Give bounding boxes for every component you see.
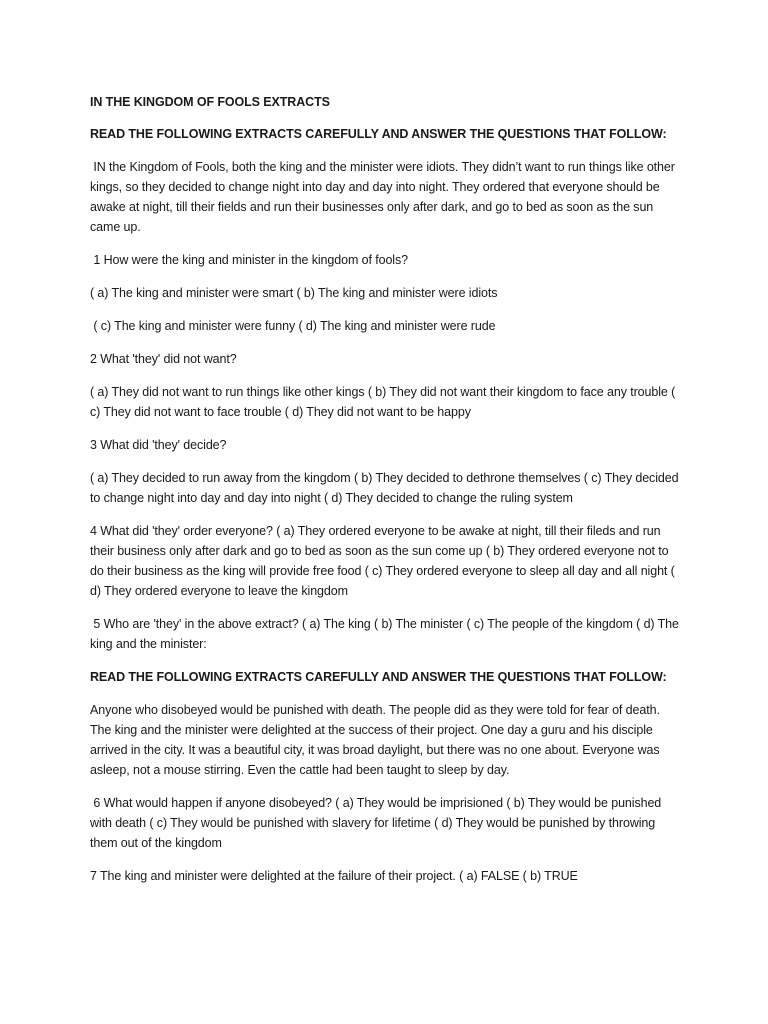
instructions-heading-1: READ THE FOLLOWING EXTRACTS CAREFULLY AND ANSWER THE QUESTIONS THAT FOLLOW:	[90, 127, 667, 141]
question-5: 5 Who are 'they' in the above extract? ( a) The king ( b) The minister ( c) The people of the kingdom ( d) The king and the minister:	[90, 617, 683, 651]
question-7: 7 The king and minister were delighted at the failure of their project. ( a) FALSE ( b) TRUE	[90, 869, 578, 883]
question-3-options: ( a) They decided to run away from the kingdom ( b) They decided to dethrone themselves ( c) They decided to change night into day and day into night ( d) They decided to change the ruling system	[90, 471, 679, 505]
extract-2-text: Anyone who disobeyed would be punished with death. The people did as they were told for fear of death. The king and the minister were delighted at the success of their project. One day a guru and his disciple arrived in the city. It was a beautiful city, it was broad daylight, but there was no one about. Everyone was asleep, not a mouse stirring. Even the cattle had been taught to sleep by day.	[90, 703, 660, 777]
question-2: 2 What 'they' did not want?	[90, 352, 237, 366]
question-1: 1 How were the king and minister in the kingdom of fools?	[90, 253, 408, 267]
extract-1-text: IN the Kingdom of Fools, both the king and the minister were idiots. They didn’t want to run things like other kings, so they decided to change night into day and day into night. They ordered that everyone should be awake at night, till their fields and run their businesses only after dark, and go to bed as soon as the sun came up.	[90, 160, 679, 234]
question-1-options-ab: ( a) The king and minister were smart ( b) The king and minister were idiots	[90, 286, 498, 300]
question-2-options: ( a) They did not want to run things like other kings ( b) They did not want their kingdom to face any trouble ( c) They did not want to face trouble ( d) They did not want to be happy	[90, 385, 676, 419]
document-title: IN THE KINGDOM OF FOOLS EXTRACTS	[90, 95, 330, 109]
question-3: 3 What did 'they' decide?	[90, 438, 227, 452]
question-1-options-cd: ( c) The king and minister were funny ( d) The king and minister were rude	[90, 319, 496, 333]
instructions-heading-2: READ THE FOLLOWING EXTRACTS CAREFULLY AND ANSWER THE QUESTIONS THAT FOLLOW:	[90, 670, 667, 684]
question-4: 4 What did 'they' order everyone? ( a) They ordered everyone to be awake at night, till their fileds and run their business only after dark and go to bed as soon as the sun come up ( b) They ordered everyone not to do their business as the king will provide free food ( c) They ordered everyone to sleep all day and all night ( d) They ordered everyone to leave the kingdom	[90, 524, 675, 598]
question-6: 6 What would happen if anyone disobeyed? ( a) They would be imprisioned ( b) They would be punished with death ( c) They would be punished with slavery for lifetime ( d) They would be punished by throwing them out of the kingdom	[90, 796, 665, 850]
